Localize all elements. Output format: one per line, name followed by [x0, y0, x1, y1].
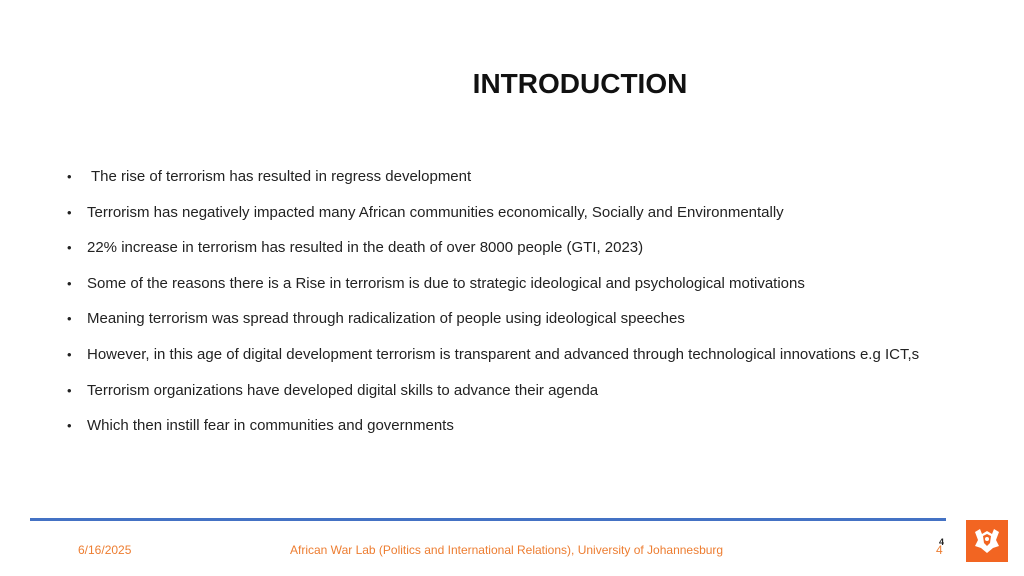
bullet-marker: •	[67, 275, 72, 291]
bullet-item	[67, 164, 957, 189]
bullet-marker: •	[67, 382, 72, 398]
crest-graphic	[966, 520, 1008, 562]
bullet-marker: •	[67, 418, 72, 434]
bullet-item	[67, 235, 957, 260]
bullet-text: Meaning terrorism was spread through radicalization of people using ideological speeches	[87, 310, 685, 328]
bullet-item	[67, 271, 957, 296]
bullet-item	[67, 200, 957, 225]
bullet-marker: •	[67, 204, 72, 220]
footer-institution: African War Lab (Politics and International Relations), University of Johannesburg	[290, 543, 724, 557]
bullet-marker: •	[67, 240, 72, 256]
bullet-text: The rise of terrorism has resulted in regress development	[91, 168, 472, 185]
bullet-marker: •	[67, 346, 72, 362]
bullet-text: However, in this age of digital development terrorism is transparent and advanced through technological innovations e.g ICT,s	[87, 345, 920, 363]
bullet-text: 22% increase in terrorism has resulted in the death of over 8000 people (GTI, 2023)	[87, 239, 644, 257]
bullet-item	[67, 378, 957, 403]
crest-dot	[985, 537, 989, 541]
page-number-small: 4	[939, 537, 945, 547]
bullet-list	[67, 164, 957, 449]
bullet-item	[67, 306, 957, 331]
bullet-marker: •	[67, 169, 72, 184]
footer-divider	[30, 518, 946, 521]
university-crest-icon	[966, 520, 1008, 562]
bullet-item	[67, 413, 957, 438]
footer-date: 6/16/2025	[78, 543, 132, 557]
bullet-text: Some of the reasons there is a Rise in terrorism is due to strategic ideological and psychological motivations	[87, 274, 805, 292]
bullet-text: Which then instill fear in communities and governments	[87, 417, 454, 435]
bullet-item	[67, 342, 957, 367]
slide-title: INTRODUCTION	[472, 68, 688, 99]
page-number: 4	[936, 543, 943, 557]
bullet-marker: •	[67, 311, 72, 327]
bullet-text: Terrorism organizations have developed digital skills to advance their agenda	[87, 381, 599, 399]
bullet-text: Terrorism has negatively impacted many African communities economically, Socially and Environmentally	[87, 203, 784, 221]
